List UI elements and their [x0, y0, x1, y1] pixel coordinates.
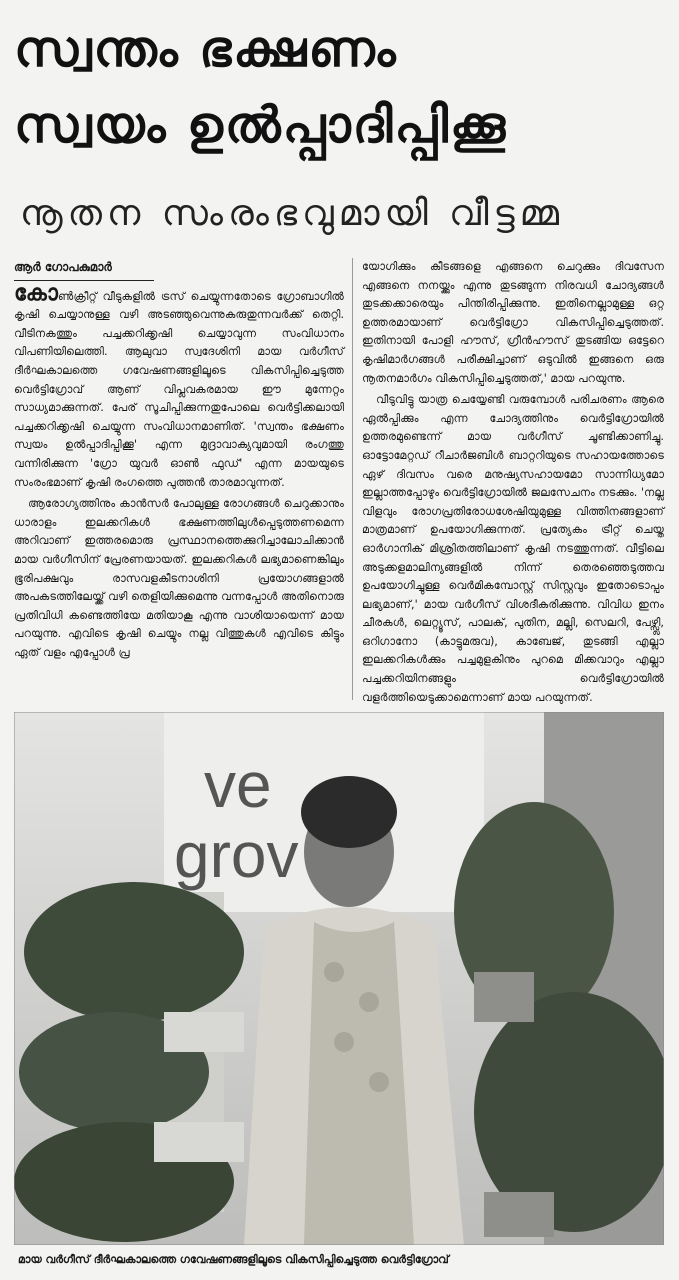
subheadline: നൂതന സംരംഭവുമായി വീട്ടമ്മ [20, 193, 564, 234]
banner-text: ve [204, 749, 272, 821]
article-photo [14, 712, 664, 1245]
headline-line-1: സ്വന്തം ഭക്ഷണം [14, 20, 398, 78]
paragraph-text: ൺക്രീറ്റ് വീടുകളിൽ ട്രസ് ചെയ്യുന്നതോടെ ഗ്രോബാഗിൽ കൃഷി ചെയ്യാനുള്ള വഴി അടഞ്ഞുവെന്നുകരുതുന്നവർക്ക് തെറ്റി. വീടിനകത്തും പച്ചക്കറിക്കൃഷി ചെയ്യാവുന്ന സംവിധാനം വിപണിയിലെത്തി. ആലുവാ സ്വദേശിനി മായ വർഗീസ് ദീർഘകാലത്തെ ഗവേഷണങ്ങളിലൂടെ വികസിപ്പിച്ചെടുത്ത വെർട്ടിഗ്രോവ് ആണ് വിപ്ലവകരമായ ഈ മുന്നേറ്റം സാധ്യമാക്കുന്നത്. പേര് സൂചിപ്പിക്കുന്നതുപോലെ വെർട്ടിക്കലായി പച്ചക്കറിക്കൃഷി ചെയ്യുന്ന സംവിധാനമാണിത്. 'സ്വന്തം ഭക്ഷണം സ്വയം ഉൽപ്പാദിപ്പിക്കൂ' എന്ന മുദ്രാവാക്യവുമായി രംഗത്തു വന്നിരിക്കുന്ന 'ഗ്രോ യുവർ ഓൺ ഫുഡ്' എന്ന മായയുടെ സംരംഭമാണ് കൃഷി രംഗത്തെ പുത്തൻ താരമാവുന്നത്. [14, 289, 344, 489]
article-column-left [14, 258, 344, 665]
article-paragraph: ആരോഗ്യത്തിനും കാൻസർ പോലുള്ള രോഗങ്ങൾ ചെറുക്കാനും ധാരാളം ഇലക്കറികൾ ഭക്ഷണത്തിലുൾപ്പെടുത്തണമെന്ന അറിവാണ് ഇത്തരമൊരു പ്രസ്ഥാനത്തെക്കുറിച്ചാലോചിക്കാൻ മായ വർഗീസിന് പ്രേരണയായത്. ഇലക്കറികൾ ലഭ്യമാണെങ്കിലും ഭൂരിപക്ഷവും രാസവളകീടനാശിനി പ്രയോഗങ്ങളാൽ അപകടത്തിലേയ്ക്ക് വഴി തെളിയിക്കുമെന്നു വന്നപ്പോൾ അതിനൊരു പ്രതിവിധി കണ്ടെത്തിയേ മതിയാകൂ എന്നു വാശിയായെന്ന് മായ പറയുന്നു. എവിടെ കൃഷി ചെയ്യും നല്ല വിത്തുകൾ എവിടെ കിട്ടും ഏത് വളം എപ്പോൾ പ്ര [14, 497, 344, 659]
banner-text: grov [174, 819, 299, 891]
article-paragraph: വീടുവിട്ടു യാത്ര ചെയ്യേണ്ടി വരുമ്പോൾ പരിചരണം ആരെ ഏൽപ്പിക്കും എന്ന ചോദ്യത്തിനും വെർട്ടിഗ്രോയിൽ ഉത്തരമുണ്ടെന്ന് മായ വർഗീസ് ചൂണ്ടിക്കാണിച്ചു. ഓട്ടോമേറ്റഡ് റീചാർജബിൾ ബാറ്ററിയുടെ സഹായത്തോടെ ഏഴ് ദിവസം വരെ മനുഷ്യസഹായമോ സാന്നിധ്യമോ ഇല്ലാത്തപ്പോഴും വെർട്ടിഗ്രോയിൽ ജലസേചനം നടക്കും. 'നല്ല വിളവും രോഗപ്രതിരോധശേഷിയുമുള്ള വിത്തിനങ്ങളാണ് മാത്രമാണ് ഉപയോഗിക്കുന്നത്. പ്രത്യേകം ട്രീറ്റ് ചെയ്ത ഓർഗാനിക് മിശ്രിതത്തിലാണ് കൃഷി നടത്തുന്നത്. വീട്ടിലെ അടുക്കളമാലിന്യങ്ങളിൽ നിന്ന് തെരഞ്ഞെടുത്തവ ഉപയോഗിച്ചുള്ള വെർമികമ്പോസ്റ്റ് സിസ്റ്റവും ഇതോടൊപ്പം ലഭ്യമാണ്,' മായ വർഗീസ് വിശദീകരിക്കുന്നു. വിവിധ ഇനം ചീരകൾ, ലെറ്റ്യൂസ്, പാലക്, പുതിന, മല്ലി, സെലറി, പേഴ്സ്ലി, ഒറിഗാനോ (കാട്ടുമരുവ), കാബേജ്, തുടങ്ങി എല്ലാ ഇലക്കറികൾക്കും പച്ചമുളകിനും പുറമെ മിക്കവാറും എല്ലാ പച്ചക്കറിയിനങ്ങളും വെർട്ടിഗ്രോയിൽ വളർത്തിയെടുക്കാമെന്നാണ് മായ പറയുന്നത്. [362, 393, 664, 704]
photo-illustration [14, 712, 664, 1245]
column-divider [352, 258, 353, 700]
photo-caption: മായ വർഗീസ് ദീർഘകാലത്തെ ഗവേഷണങ്ങളിലൂടെ വികസിപ്പിച്ചെടുത്ത വെർട്ടിഗ്രോവ് [18, 1253, 449, 1266]
article-column-right [362, 258, 664, 710]
headline-line-2: സ്വയം ഉൽപ്പാദിപ്പിക്കൂ [14, 96, 508, 154]
article-paragraph: യോഗിക്കും കീടങ്ങളെ എങ്ങനെ ചെറുക്കും ദിവസേന എങ്ങനെ നനയ്ക്കും എന്നു തുടങ്ങുന്ന നിരവധി ചോദ്യങ്ങൾ തുടക്കക്കാരെയും പിന്തിരിപ്പിക്കുന്നു. ഇതിനെല്ലാമുള്ള ഒറ്റ ഉത്തരമായാണ് വെർട്ടിഗ്രോ വികസിപ്പിച്ചെടുത്തത്. ഇതിനായി പോളി ഹൗസ്, ഗ്രീൻഹൗസ് തുടങ്ങിയ ഒട്ടേറെ കൃഷിമാർഗങ്ങൾ പരീക്ഷിച്ചാണ് ഒടുവിൽ ഇങ്ങനെ ഒരു നൂതനമാർഗം വികസിപ്പിച്ചെടുത്തത്,' മായ പറയുന്നു. [362, 260, 664, 385]
drop-cap: കോ [14, 280, 58, 306]
byline: ആർ ഗോപകുമാർ [14, 258, 154, 281]
article-paragraph [14, 280, 344, 493]
